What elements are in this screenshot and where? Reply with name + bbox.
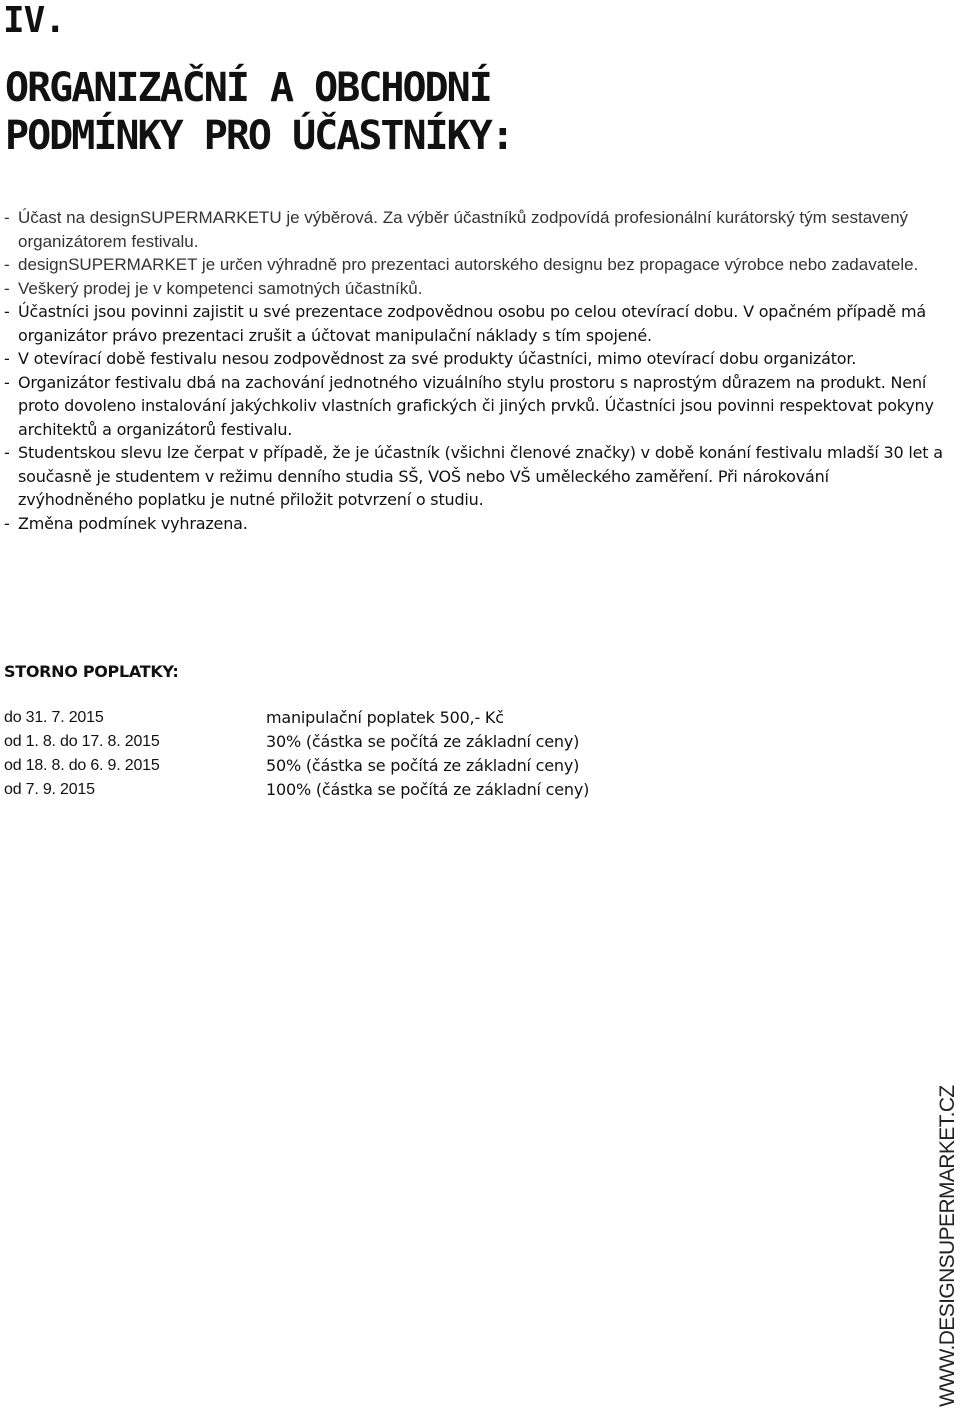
storno-fee: 50% (částka se počítá ze základní ceny) bbox=[266, 756, 580, 775]
condition-item: - Studentskou slevu lze čerpat v případě, že je účastník (všichni členové značky) v době konání festivalu mladší 30 let a současně je studentem v režimu denního studia SŠ, VOŠ nebo VŠ uměleckého zaměření. Při nárokování zvýhodněného poplatku je nutné přiložit potvrzení o studiu. bbox=[4, 441, 944, 512]
condition-item: - designSUPERMARKET je určen výhradně pro prezentaci autorského designu bez propagace výrobce nebo zadavatele. bbox=[4, 253, 944, 277]
condition-item: - Účast na designSUPERMARKETU je výběrová. Za výběr účastníků zodpovídá profesionální kurátorský tým sestavený organizátorem festivalu. bbox=[4, 206, 944, 253]
condition-item: - Změna podmínek vyhrazena. bbox=[4, 512, 944, 536]
conditions-list bbox=[4, 206, 944, 535]
storno-heading: STORNO POPLATKY: bbox=[4, 662, 179, 681]
table-row bbox=[4, 706, 589, 730]
condition-item: - V otevírací době festivalu nesou zodpovědnost za své produkty účastníci, mimo otevírací dobu organizátor. bbox=[4, 347, 944, 371]
website-url: WWW.DESIGNSUPERMARKET.CZ bbox=[936, 1085, 959, 1407]
table-row bbox=[4, 778, 589, 802]
storno-fee: manipulační poplatek 500,- Kč bbox=[266, 708, 504, 727]
condition-item: - Veškerý prodej je v kompetenci samotných účastníků. bbox=[4, 277, 944, 301]
page-title-line-1: ORGANIZAČNÍ A OBCHODNÍ bbox=[5, 65, 491, 111]
table-row bbox=[4, 754, 589, 778]
storno-fee: 30% (částka se počítá ze základní ceny) bbox=[266, 732, 580, 751]
storno-fee-table bbox=[4, 706, 589, 802]
storno-period: od 7. 9. 2015 bbox=[4, 781, 95, 798]
page-title-line-2: PODMÍNKY PRO ÚČASTNÍKY: bbox=[5, 113, 513, 159]
storno-period: do 31. 7. 2015 bbox=[4, 709, 104, 726]
condition-item: - Organizátor festivalu dbá na zachování jednotného vizuálního stylu prostoru s naprostým důrazem na produkt. Není proto dovoleno instalování jakýchkoliv vlastních grafických či jiných prvků. Účastníci jsou povinni respektovat pokyny architektů a organizátorů festivalu. bbox=[4, 371, 944, 442]
table-row bbox=[4, 730, 589, 754]
condition-item: - Účastníci jsou povinni zajistit u své prezentace zodpovědnou osobu po celou otevírací dobu. V opačném případě má organizátor právo prezentaci zrušit a účtovat manipulační náklady s tím spojené. bbox=[4, 300, 944, 347]
storno-period: od 18. 8. do 6. 9. 2015 bbox=[4, 757, 160, 774]
page-title bbox=[5, 64, 955, 160]
section-number: IV. bbox=[3, 0, 66, 41]
storno-fee: 100% (částka se počítá ze základní ceny) bbox=[266, 780, 590, 799]
storno-period: od 1. 8. do 17. 8. 2015 bbox=[4, 733, 160, 750]
